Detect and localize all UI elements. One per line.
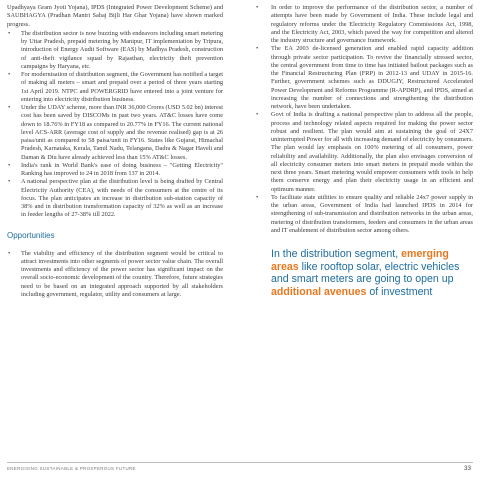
pull-quote [255,248,473,298]
list-item: • Under the UDAY scheme, more than INR 36,000 Crores (USD 5.02 bn) interest cost has been saved by DISCOMs in past two years. AT&C losses have come down to 18.76% in FY18 as compared to 20.77% in FY16. The current national level ACS-ARR (average cost of supply and the revenue realised) gap is at 26 paisa/unit as compared to 58 paisa/unit in FY16. States like Gujarat, Himachal Pradesh, Karnataka, Kerala, Tamil Nadu, Telangana, Dadra & Nagar Haveli and Daman & Diu have already achieved less than 15% AT&C losses. [7,104,223,162]
footer-title: ENERGISING SUSTAINABLE & PROSPEROUS FUTURE [7,466,136,471]
list-item: • The distribution sector is now buzzing with endeavors including smart metering by Uttar Pradesh, prepaid metering by Manipur, IT implementation by Tripura, introduction of Energy Audit Software (EAS) by Madhya Pradesh, construction of anti-theft vigilance squad by Rajasthan, electricity theft prevention campaigns by Haryana, etc. [7,30,223,71]
list-item: • India's rank in World Bank's ease of doing business – "Getting Electricity" Ranking has improved to 24 in 2018 from 137 in 2014. [7,162,223,179]
right-bullet-list [255,4,473,235]
list-item: • For modernisation of distribution segment, the Government has notified a target of making all meters – smart and prepaid over a period of three years starting 1st April 2019. NTPC and POWERGRID have entered into a joint venture for entering into electricity distribution business. [7,71,223,104]
opportunities-heading: Opportunities [7,230,55,240]
list-item: • A national perspective plan at the distribution level is being drafted by Central Electricity Authority (CEA), with needs of the consumers at the centre of its focus. The plan anticipates an increase in distribution sub-station capacity of 38% and in distribution transformation capacity of 32% as well as an increase in feeder lengths of 27-38% till 2022. [7,178,223,219]
pull-quote-text: like rooftop solar, electric vehicles and smart meters are going to open up [271,260,460,286]
pull-quote-highlight: additional avenues [271,285,367,298]
left-bullet-list [7,30,223,220]
opportunities-bullet-list [7,250,223,300]
footer-divider [7,462,473,463]
list-item: • The viability and efficiency of the distribution segment would be critical to attract investments into other segments of power sector value chain. The overall investments and efficiency of the power sector has significant impact on the overall socio-economic development of the country. Therefore, future strategies need to be based on an integrated approach supported by all stakeholders including government, regulator, utility and consumers at large. [7,250,223,300]
intro-paragraph: Upadhyaya Gram Jyoti Yojana), IPDS (Integrated Power Development Scheme) and SAUBHAGYA (Pradhan Mantri Sahaj Bijli Har Ghar Yojana) have shown marked progress. [7,4,223,28]
list-item: • The EA 2003 de-licensed generation and enabled rapid capacity addition through private sector participation. To revive the financially stressed sector, the central government from time to time has initiated bailout packages such as the Financial Restructuring Plan (FRP) in 2012-13 and UDAY in 2015-16. Further, government schemes such as DDUGJY, Restructured Accelerated Power Development and Reforms Programme (R-APDRP), and IPDS, aimed at increasing the number of connections and strengthening the distribution network, have been undertaken. [255,45,473,111]
right-column [255,4,473,298]
left-column [7,4,223,299]
list-item: • Govt of India is drafting a national perspective plan to address all the people, process and technology related aspects required for making the power sector robust and resilient. The plan would aim at sustaining the goal of 24X7 uninterrupted Power for all with increasing demand of electricity by consumers. The plan would lay emphasis on 100% metering of all consumers, power reliability and availability. Additionally, the plan also envisages conversion of all electricity consumer meters into smart meters in prepaid mode within the next three years. Smart metering would empower consumers with tools to help them conserve energy and plan their electricity usage in an efficient and optimum manner. [255,111,473,194]
pull-quote-highlight: emerging areas [271,248,449,273]
page-number: 33 [463,465,471,472]
pull-quote-text: of investment [369,285,433,298]
pull-quote-text: In the distribution segment, [271,248,399,260]
list-item: • In order to improve the performance of the distribution sector, a number of attempts have been made by Government of India. These include legal and regulatory reforms under the Electricity Regulatory Commissions Act, 1998, and the Electricity Act, 2003, which paved the way for competition and altered the industry structure and governance framework. [255,4,473,45]
list-item: • To facilitate state utilities to ensure quality and reliable 24x7 power supply in the urban areas, Government of India had launched IPDS in 2014 for strengthening of sub-transmission and distribution networks in the urban areas, metering of distribution transformers, feeders and consumers in the urban areas and IT enablement of distribution sector among others. [255,194,473,235]
